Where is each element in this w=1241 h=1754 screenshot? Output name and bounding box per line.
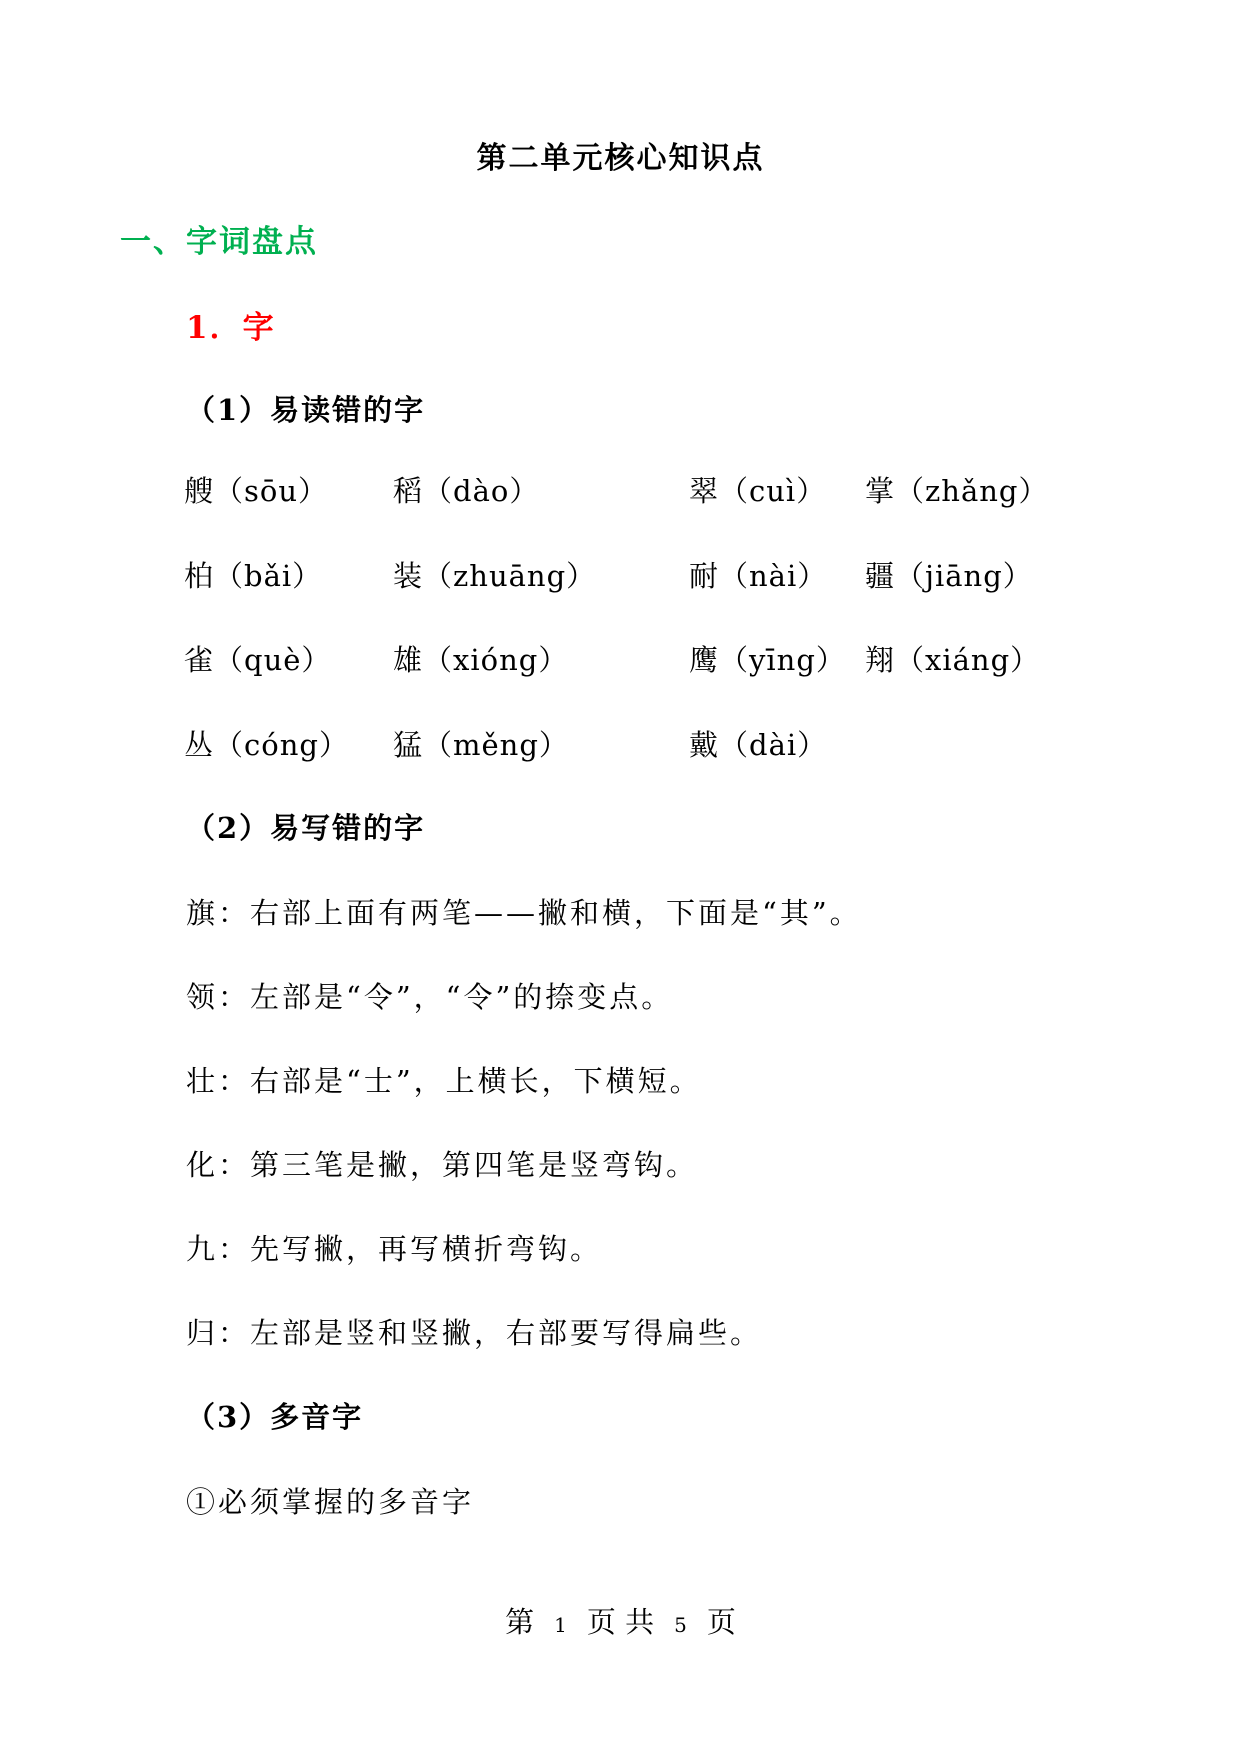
footer-total-pages: 5: [674, 1613, 687, 1637]
pinyin-entry: 雀（què）: [184, 643, 332, 677]
writing-note: 化：第三笔是撇，第四笔是竖弯钩。: [186, 1148, 699, 1182]
heading-easy-read: （1）易读错的字: [186, 393, 426, 427]
pinyin-entry: 雄（xióng）: [393, 643, 569, 677]
writing-note: 旗：右部上面有两笔——撇和横，下面是“其”。: [186, 896, 862, 930]
heading-easy-write: （2）易写错的字: [186, 811, 426, 845]
pinyin-entry: 装（zhuāng）: [393, 559, 597, 593]
writing-note: 壮：右部是“士”，上横长，下横短。: [186, 1064, 702, 1098]
pinyin-entry: 耐（nài）: [689, 559, 828, 593]
writing-note: 九：先写撇，再写横折弯钩。: [186, 1232, 603, 1266]
pinyin-entry: 翔（xiáng）: [865, 643, 1041, 677]
footer-prefix: 第: [505, 1605, 535, 1639]
page-footer: [0, 1600, 1241, 1641]
pinyin-entry: 疆（jiāng）: [865, 559, 1033, 593]
heading-polyphone: （3）多音字: [186, 1400, 364, 1434]
writing-note: 归：左部是竖和竖撇，右部要写得扁些。: [186, 1316, 763, 1350]
pinyin-entry: 艘（sōu）: [184, 474, 329, 508]
footer-page-number: 1: [554, 1613, 567, 1637]
pinyin-entry: 鹰（yīng）: [689, 643, 846, 677]
pinyin-entry: 丛（cóng）: [184, 728, 349, 762]
pinyin-entry: 猛（měng）: [393, 728, 569, 762]
polyphone-intro: ①必须掌握的多音字: [186, 1485, 475, 1519]
pinyin-entry: 柏（bǎi）: [184, 559, 323, 593]
pinyin-entry: 掌（zhǎng）: [865, 474, 1049, 508]
pinyin-entry: 戴（dài）: [689, 728, 828, 762]
footer-mid: 页 共: [586, 1605, 655, 1639]
pinyin-entry: 翠（cuì）: [689, 474, 827, 508]
pinyin-entry: 稻（dào）: [393, 474, 540, 508]
footer-suffix: 页: [706, 1605, 736, 1639]
writing-note: 领：左部是“令”，“令”的捺变点。: [186, 980, 674, 1014]
subsection-heading-characters: 1．字: [186, 310, 276, 346]
page-title: 第二单元核心知识点: [476, 141, 765, 176]
section-heading-vocabulary: 一、字词盘点: [120, 224, 318, 260]
